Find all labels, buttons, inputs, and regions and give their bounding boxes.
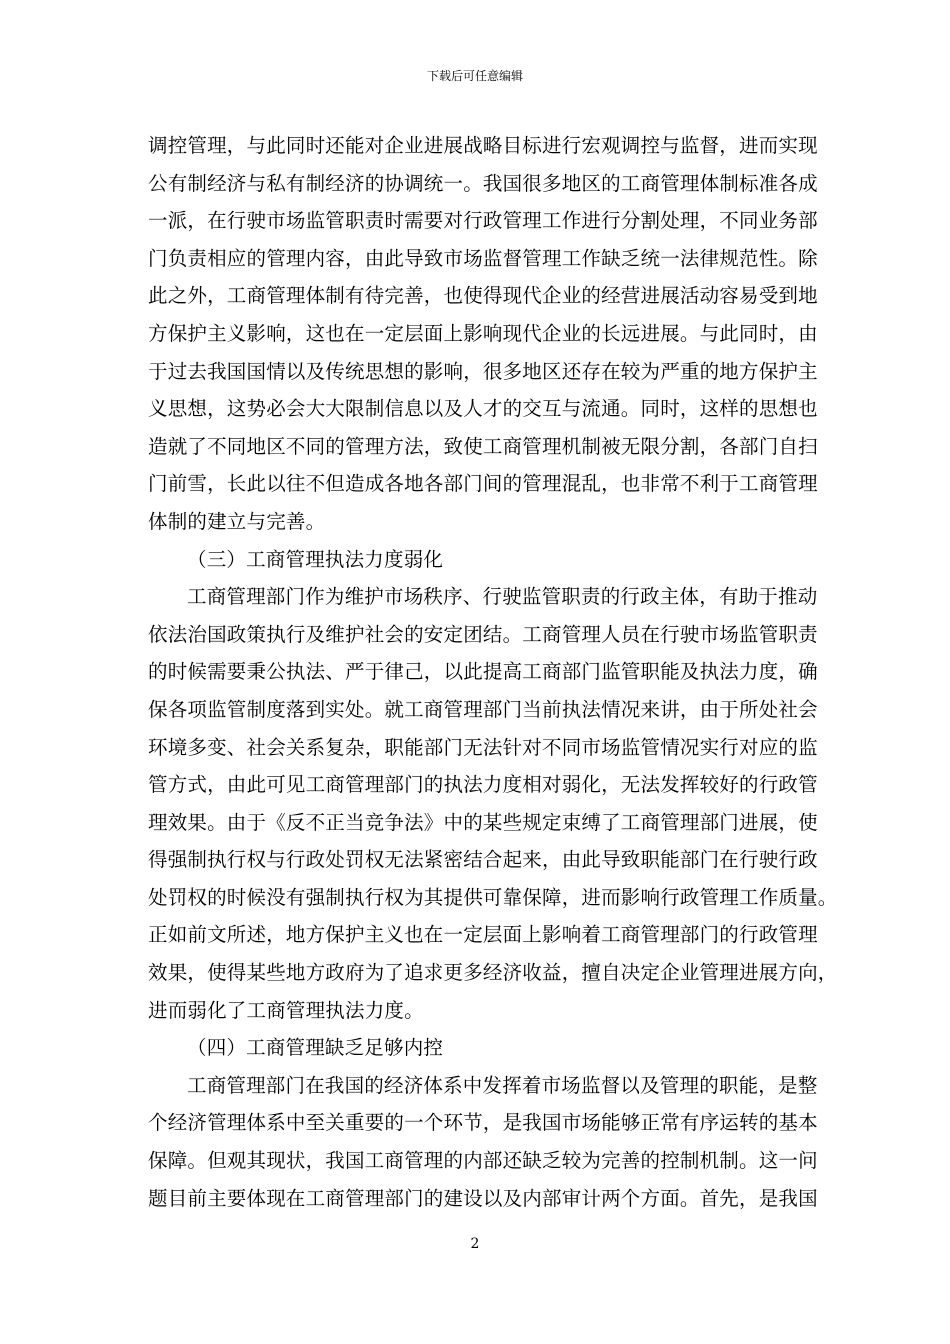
paragraph-line: 方保护主义影响，这也在一定层面上影响现代企业的长远进展。与此同时，由 [148, 321, 818, 345]
paragraph-line: 工商管理部门作为维护市场秩序、行驶监管职责的行政主体，有助于推动 [187, 585, 818, 609]
section-heading: （四）工商管理缺乏足够内控 [187, 1036, 444, 1060]
paragraph-line: 环境多变、社会关系复杂，职能部门无法针对不同市场监管情况实行对应的监 [148, 735, 818, 759]
paragraph-line: 门前雪，长此以往不但造成各地各部门间的管理混乱，也非常不利于工商管理 [148, 472, 818, 496]
paragraph-line: 效果，使得某些地方政府为了追求更多经济收益，擅自决定企业管理进展方向， [148, 961, 838, 985]
paragraph-line: 造就了不同地区不同的管理方法，致使工商管理机制被无限分割，各部门自扫 [148, 434, 818, 458]
document-body [148, 127, 838, 1217]
paragraph-line: 得强制执行权与行政处罚权无法紧密结合起来，由此导致职能部门在行驶行政 [148, 848, 818, 872]
paragraph-line: 工商管理部门在我国的经济体系中发挥着市场监督以及管理的职能，是整 [187, 1073, 818, 1097]
paragraph-line: 公有制经济与私有制经济的协调统一。我国很多地区的工商管理体制标准各成 [148, 171, 818, 195]
paragraph-line: 正如前文所述，地方保护主义也在一定层面上影响着工商管理部门的行政管理 [148, 923, 818, 947]
paragraph-line: 体制的建立与完善。 [148, 509, 326, 533]
paragraph-line: 处罚权的时候没有强制执行权为其提供可靠保障，进而影响行政管理工作质量。 [148, 885, 838, 909]
paragraph-line: 的时候需要秉公执法、严于律己，以此提高工商部门监管职能及执法力度，确 [148, 660, 818, 684]
paragraph-line: 一派，在行驶市场监管职责时需要对行政管理工作进行分割处理，不同业务部 [148, 209, 818, 233]
paragraph-line: 理效果。由于《反不正当竞争法》中的某些规定束缚了工商管理部门进展，使 [148, 810, 818, 834]
paragraph-line: 管方式，由此可见工商管理部门的执法力度相对弱化，无法发挥较好的行政管 [148, 773, 818, 797]
page-header: 下载后可任意编辑 [426, 69, 523, 83]
paragraph-line: 此之外，工商管理体制有待完善，也使得现代企业的经营进展活动容易受到地 [148, 284, 818, 308]
paragraph-line: 门负责相应的管理内容，由此导致市场监督管理工作缺乏统一法律规范性。除 [148, 246, 818, 270]
paragraph-line: 题目前主要体现在工商管理部门的建设以及内部审计两个方面。首先，是我国 [148, 1186, 818, 1210]
paragraph-line: 调控管理，与此同时还能对企业进展战略目标进行宏观调控与监督，进而实现 [148, 134, 818, 157]
paragraph-line: 义思想，这势必会大大限制信息以及人才的交互与流通。同时，这样的思想也 [148, 397, 818, 421]
paragraph-line: 保各项监管制度落到实处。就工商管理部门当前执法情况来讲，由于所处社会 [148, 697, 818, 721]
section-heading: （三）工商管理执法力度弱化 [187, 547, 444, 571]
paragraph-line: 保障。但观其现状，我国工商管理的内部还缺乏较为完善的控制机制。这一问 [148, 1149, 818, 1173]
paragraph-line: 于过去我国国情以及传统思想的影响，很多地区还存在较为严重的地方保护主 [148, 359, 818, 383]
paragraph-line: 依法治国政策执行及维护社会的安定团结。工商管理人员在行驶市场监管职责 [148, 622, 818, 646]
page-number: 2 [470, 1236, 480, 1252]
paragraph-line: 进而弱化了工商管理执法力度。 [148, 998, 424, 1022]
paragraph-line: 个经济管理体系中至关重要的一个环节，是我国市场能够正常有序运转的基本 [148, 1111, 818, 1135]
